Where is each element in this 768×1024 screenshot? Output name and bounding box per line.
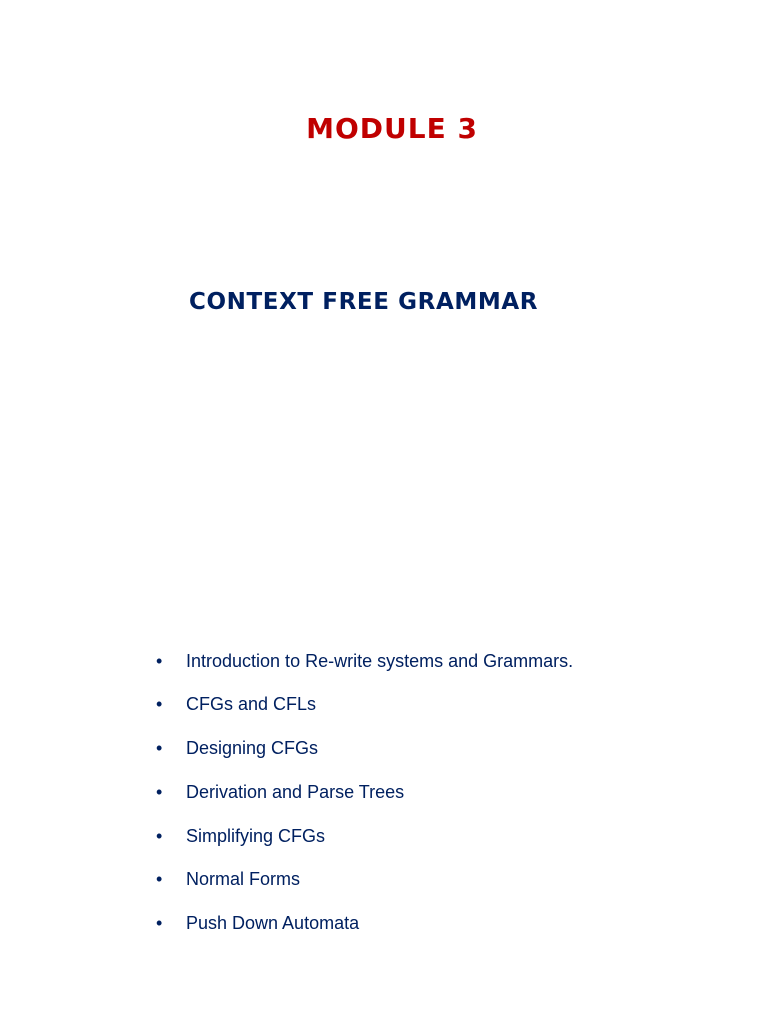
topic-label: Simplifying CFGs <box>186 826 326 846</box>
bullet-icon: • <box>156 782 163 802</box>
topic-label: Normal Forms <box>186 869 301 889</box>
bullet-icon: • <box>156 694 163 714</box>
bullet-icon: • <box>156 826 163 846</box>
topic-label: Introduction to Re-write systems and Grammars. <box>186 651 574 671</box>
bullet-icon: • <box>156 913 163 933</box>
topic-label: Push Down Automata <box>186 913 360 933</box>
subject-title: CONTEXT FREE GRAMMAR <box>189 289 539 315</box>
module-title: MODULE 3 <box>306 112 478 145</box>
topic-label: Derivation and Parse Trees <box>186 782 405 802</box>
topic-label: Designing CFGs <box>186 738 319 758</box>
bullet-icon: • <box>156 869 163 889</box>
topic-label: CFGs and CFLs <box>186 694 317 714</box>
bullet-icon: • <box>156 738 163 758</box>
bullet-icon: • <box>156 651 163 671</box>
